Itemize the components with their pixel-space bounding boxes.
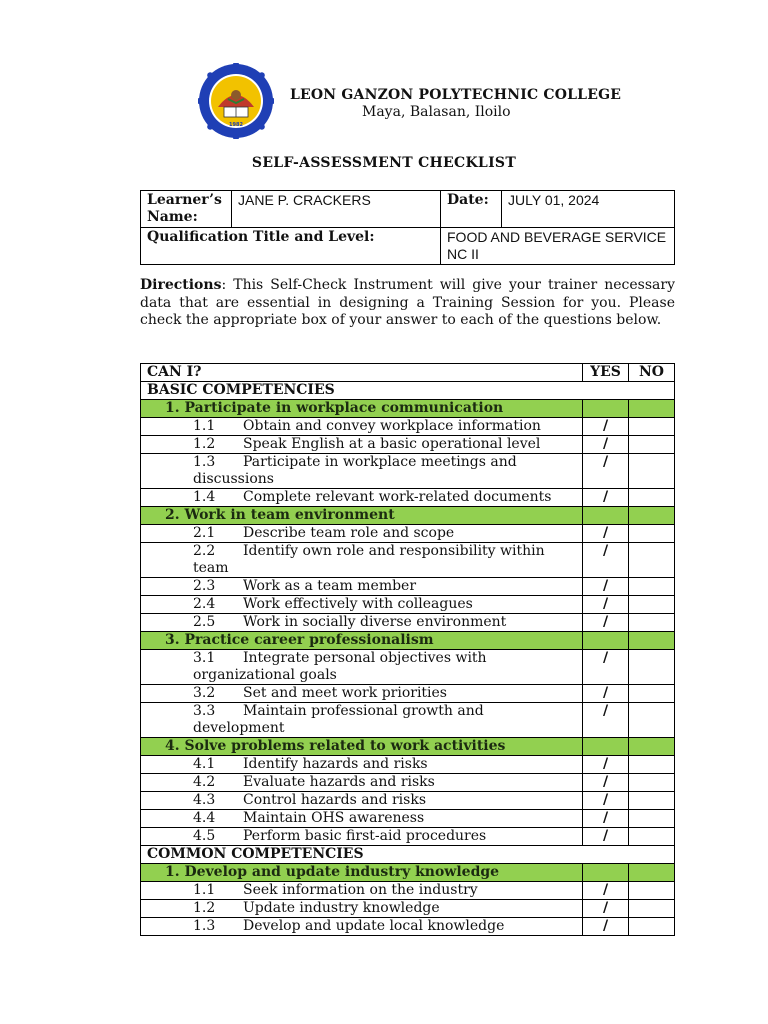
yes-checkbox-cell[interactable]: /: [583, 418, 629, 436]
checklist-item-row: [141, 543, 675, 578]
col-can-header: CAN I?: [141, 364, 583, 382]
checklist-item-row: [141, 774, 675, 792]
page-title: SELF-ASSESSMENT CHECKLIST: [251, 155, 517, 171]
yes-checkbox-cell[interactable]: /: [583, 543, 629, 578]
no-checkbox-cell[interactable]: [629, 418, 675, 436]
checklist-item-cell: [141, 650, 583, 685]
no-checkbox-cell[interactable]: [629, 596, 675, 614]
item-text: Maintain OHS awareness: [243, 810, 425, 826]
item-number: 4.1: [193, 756, 216, 772]
learner-name-label: Learner’s Name:: [141, 191, 232, 228]
checklist-item-cell: [141, 436, 583, 454]
no-checkbox-cell[interactable]: [629, 774, 675, 792]
checklist-item-cell: [141, 828, 583, 846]
qualification-label: Qualification Title and Level:: [141, 228, 441, 265]
item-number: 1.3: [193, 454, 216, 470]
yes-checkbox-cell[interactable]: /: [583, 900, 629, 918]
checklist-item-row: [141, 703, 675, 738]
yes-checkbox-cell[interactable]: /: [583, 810, 629, 828]
item-text: Seek information on the industry: [243, 882, 478, 898]
competency-group-title: 4. Solve problems related to work activities: [141, 738, 583, 756]
competency-group-row: [141, 738, 675, 756]
directions-paragraph: [140, 277, 675, 330]
checklist-item-cell: [141, 756, 583, 774]
item-text: Complete relevant work-related documents: [243, 489, 552, 505]
yes-checkbox-cell[interactable]: /: [583, 436, 629, 454]
checklist-item-cell: [141, 810, 583, 828]
group-no-cell: [629, 864, 675, 882]
item-text: Work effectively with colleagues: [243, 596, 473, 612]
no-checkbox-cell[interactable]: [629, 614, 675, 632]
item-text: Participate in workplace meetings and discussions: [193, 454, 517, 487]
no-checkbox-cell[interactable]: [629, 543, 675, 578]
item-number: 3.3: [193, 703, 216, 719]
group-yes-cell: [583, 507, 629, 525]
college-name: LEON GANZON POLYTECHNIC COLLEGE: [290, 87, 622, 103]
checklist-header-row: [141, 364, 675, 382]
no-checkbox-cell[interactable]: [629, 436, 675, 454]
item-text: Maintain professional growth and development: [193, 703, 484, 736]
item-number: 1.1: [193, 418, 216, 434]
yes-checkbox-cell[interactable]: /: [583, 882, 629, 900]
learner-name-value: JANE P. CRACKERS: [232, 191, 441, 228]
group-no-cell: [629, 507, 675, 525]
college-seal-logo: [198, 63, 274, 139]
no-checkbox-cell[interactable]: [629, 685, 675, 703]
item-text: Evaluate hazards and risks: [243, 774, 435, 790]
no-checkbox-cell[interactable]: [629, 525, 675, 543]
section-row: [141, 382, 675, 400]
no-checkbox-cell[interactable]: [629, 882, 675, 900]
item-text: Develop and update local knowledge: [243, 918, 505, 934]
yes-checkbox-cell[interactable]: /: [583, 828, 629, 846]
checklist-item-row: [141, 685, 675, 703]
group-yes-cell: [583, 400, 629, 418]
competency-group-row: [141, 507, 675, 525]
no-checkbox-cell[interactable]: [629, 918, 675, 936]
competency-group-row: [141, 400, 675, 418]
item-number: 1.2: [193, 900, 216, 916]
learner-info-table: [140, 190, 675, 265]
checklist-item-cell: [141, 685, 583, 703]
no-checkbox-cell[interactable]: [629, 900, 675, 918]
checklist-item-cell: [141, 489, 583, 507]
yes-checkbox-cell[interactable]: /: [583, 525, 629, 543]
checklist-item-row: [141, 596, 675, 614]
svg-text:1982: 1982: [229, 122, 243, 128]
directions-label: Directions: [140, 277, 222, 293]
item-text: Identify hazards and risks: [243, 756, 428, 772]
checklist-item-cell: [141, 578, 583, 596]
no-checkbox-cell[interactable]: [629, 828, 675, 846]
yes-checkbox-cell[interactable]: /: [583, 918, 629, 936]
checklist-item-row: [141, 900, 675, 918]
section-title: COMMON COMPETENCIES: [141, 846, 675, 864]
item-number: 4.4: [193, 810, 216, 826]
qualification-value: FOOD AND BEVERAGE SERVICE NC II: [441, 228, 675, 265]
item-text: Identify own role and responsibility within team: [193, 543, 545, 576]
college-address: Maya, Balasan, Iloilo: [362, 104, 511, 120]
item-number: 1.1: [193, 882, 216, 898]
checklist-item-cell: [141, 774, 583, 792]
no-checkbox-cell[interactable]: [629, 489, 675, 507]
yes-checkbox-cell[interactable]: /: [583, 792, 629, 810]
competency-group-title: 1. Develop and update industry knowledge: [141, 864, 583, 882]
checklist-item-row: [141, 792, 675, 810]
item-text: Set and meet work priorities: [243, 685, 447, 701]
group-yes-cell: [583, 632, 629, 650]
checklist-item-row: [141, 418, 675, 436]
checklist-item-cell: [141, 525, 583, 543]
date-label: Date:: [441, 191, 502, 228]
yes-checkbox-cell[interactable]: /: [583, 596, 629, 614]
checklist-item-row: [141, 436, 675, 454]
checklist-item-cell: [141, 900, 583, 918]
yes-checkbox-cell[interactable]: /: [583, 685, 629, 703]
group-no-cell: [629, 632, 675, 650]
group-no-cell: [629, 400, 675, 418]
checklist-item-row: [141, 918, 675, 936]
item-number: 2.2: [193, 543, 216, 559]
checklist-item-row: [141, 525, 675, 543]
item-number: 1.4: [193, 489, 216, 505]
checklist-item-row: [141, 810, 675, 828]
checklist-item-row: [141, 650, 675, 685]
checklist-item-cell: [141, 918, 583, 936]
col-no-header: NO: [629, 364, 675, 382]
no-checkbox-cell[interactable]: [629, 650, 675, 685]
no-checkbox-cell[interactable]: [629, 792, 675, 810]
no-checkbox-cell[interactable]: [629, 810, 675, 828]
checklist-item-row: [141, 828, 675, 846]
checklist-item-cell: [141, 703, 583, 738]
competency-group-title: 3. Practice career professionalism: [141, 632, 583, 650]
checklist-item-row: [141, 454, 675, 489]
yes-checkbox-cell[interactable]: /: [583, 489, 629, 507]
checklist-item-cell: [141, 543, 583, 578]
item-text: Describe team role and scope: [243, 525, 455, 541]
yes-checkbox-cell[interactable]: /: [583, 703, 629, 738]
item-number: 4.3: [193, 792, 216, 808]
checklist-item-row: [141, 489, 675, 507]
directions-text: : This Self-Check Instrument will give your trainer necessary data that are essential in designing a Training Session for you. Please check the appropriate box of your answer to each of the questions below.: [140, 277, 675, 328]
yes-checkbox-cell[interactable]: /: [583, 774, 629, 792]
checklist-item-cell: [141, 596, 583, 614]
item-number: 2.5: [193, 614, 216, 630]
checklist-item-row: [141, 578, 675, 596]
competency-group-row: [141, 864, 675, 882]
checklist-item-row: [141, 882, 675, 900]
item-text: Speak English at a basic operational level: [243, 436, 541, 452]
item-number: 2.4: [193, 596, 216, 612]
checklist-item-row: [141, 756, 675, 774]
checklist-item-cell: [141, 418, 583, 436]
item-text: Obtain and convey workplace information: [243, 418, 541, 434]
competency-checklist-table: [140, 363, 675, 936]
item-number: 1.3: [193, 918, 216, 934]
checklist-item-cell: [141, 792, 583, 810]
section-row: [141, 846, 675, 864]
no-checkbox-cell[interactable]: [629, 756, 675, 774]
item-text: Work as a team member: [243, 578, 417, 594]
date-value: JULY 01, 2024: [502, 191, 675, 228]
yes-checkbox-cell[interactable]: /: [583, 578, 629, 596]
item-number: 3.2: [193, 685, 216, 701]
col-yes-header: YES: [583, 364, 629, 382]
item-number: 2.1: [193, 525, 216, 541]
item-text: Update industry knowledge: [243, 900, 440, 916]
yes-checkbox-cell[interactable]: /: [583, 650, 629, 685]
competency-group-title: 2. Work in team environment: [141, 507, 583, 525]
no-checkbox-cell[interactable]: [629, 703, 675, 738]
item-number: 4.5: [193, 828, 216, 844]
yes-checkbox-cell[interactable]: /: [583, 756, 629, 774]
item-text: Work in socially diverse environment: [243, 614, 507, 630]
section-title: BASIC COMPETENCIES: [141, 382, 675, 400]
yes-checkbox-cell[interactable]: /: [583, 454, 629, 489]
item-text: Integrate personal objectives with organizational goals: [193, 650, 487, 683]
item-number: 4.2: [193, 774, 216, 790]
yes-checkbox-cell[interactable]: /: [583, 614, 629, 632]
item-number: 1.2: [193, 436, 216, 452]
checklist-item-cell: [141, 454, 583, 489]
group-no-cell: [629, 738, 675, 756]
group-yes-cell: [583, 738, 629, 756]
item-number: 3.1: [193, 650, 216, 666]
item-number: 2.3: [193, 578, 216, 594]
item-text: Control hazards and risks: [243, 792, 427, 808]
checklist-item-row: [141, 614, 675, 632]
checklist-item-cell: [141, 882, 583, 900]
item-text: Perform basic first-aid procedures: [243, 828, 487, 844]
no-checkbox-cell[interactable]: [629, 454, 675, 489]
no-checkbox-cell[interactable]: [629, 578, 675, 596]
competency-group-row: [141, 632, 675, 650]
checklist-item-cell: [141, 614, 583, 632]
competency-group-title: 1. Participate in workplace communication: [141, 400, 583, 418]
group-yes-cell: [583, 864, 629, 882]
